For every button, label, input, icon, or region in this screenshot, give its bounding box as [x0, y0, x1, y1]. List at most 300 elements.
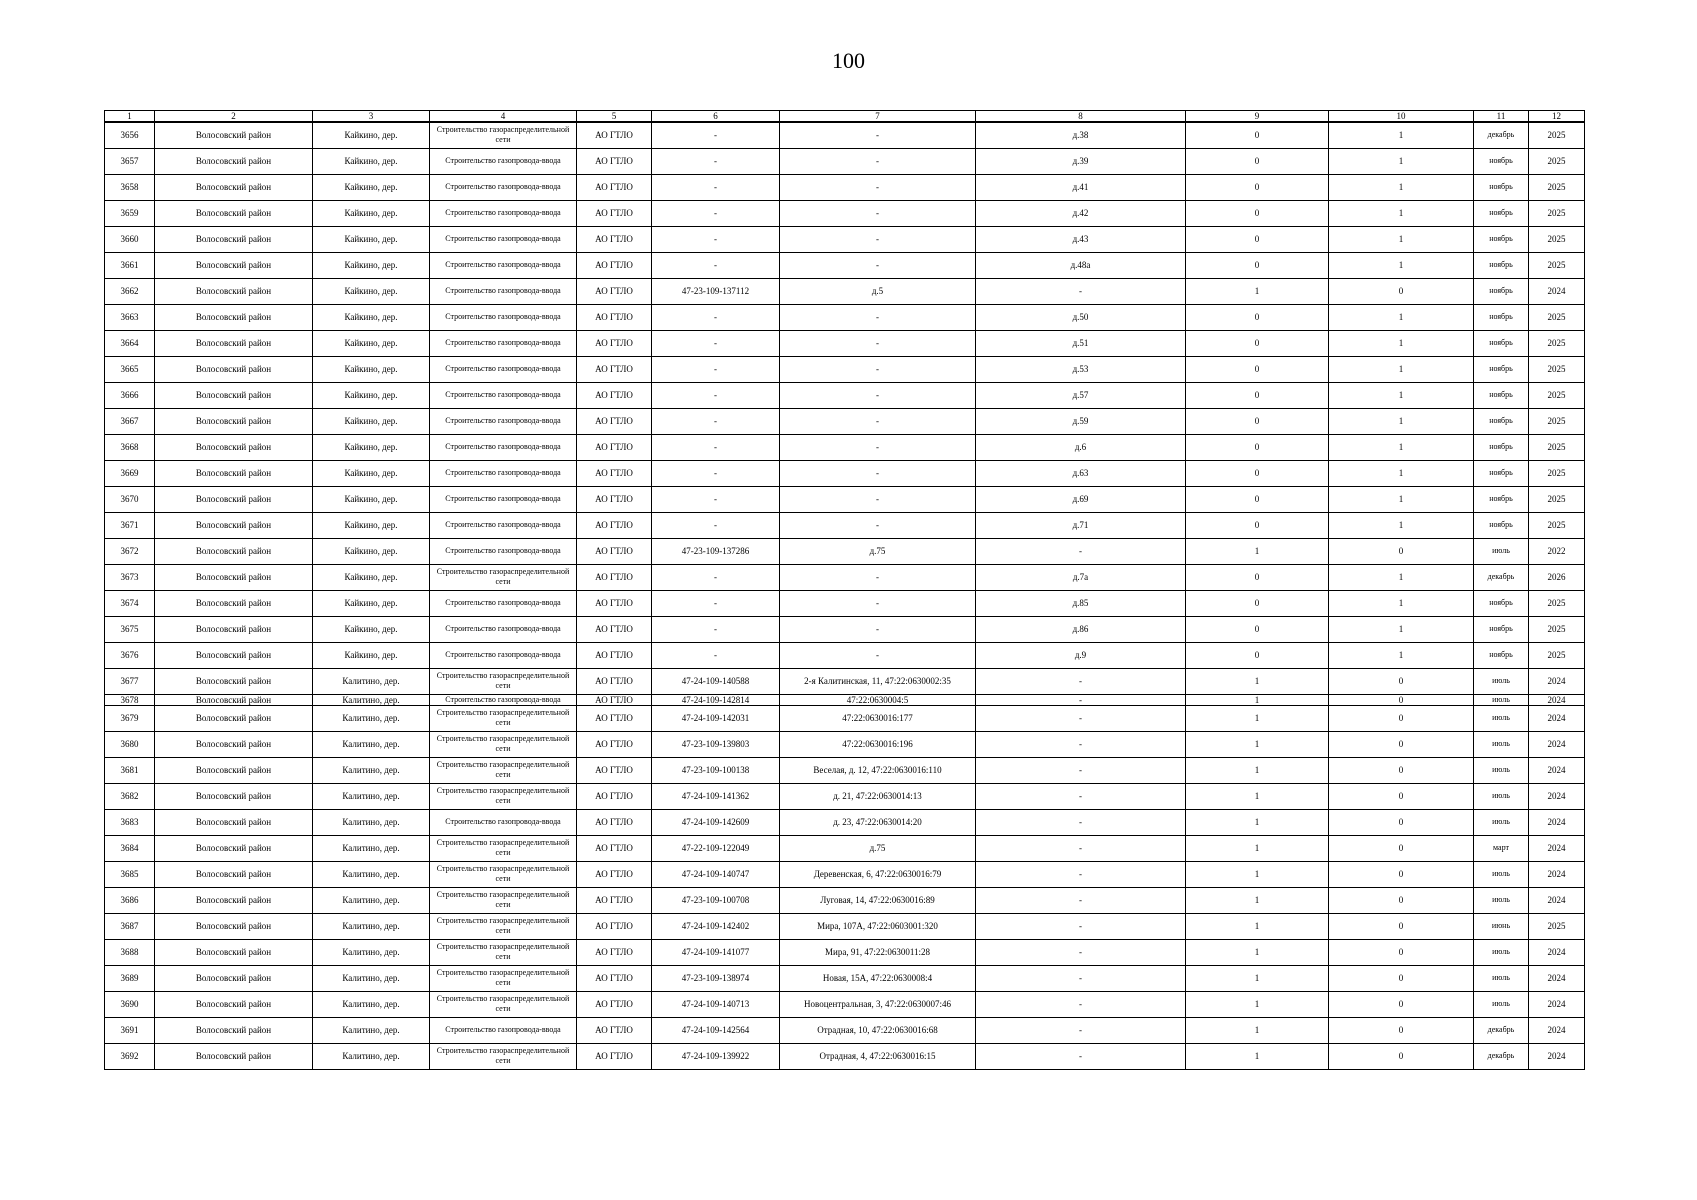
col-9-value-cell: 0 [1186, 382, 1329, 408]
col-10-value-cell: 1 [1329, 174, 1474, 200]
col-10-value-cell: 0 [1329, 694, 1474, 705]
table-row [105, 835, 1585, 861]
district-cell: Волосовский район [155, 861, 313, 887]
col-10-value-cell: 0 [1329, 809, 1474, 835]
col-9-value-cell: 0 [1186, 564, 1329, 590]
col-10-value-cell: 1 [1329, 616, 1474, 642]
work-type-cell: Строительство газораспределительной сети [430, 731, 577, 757]
organization-cell: АО ГТЛО [577, 278, 652, 304]
address-cell: 47:22:0630016:177 [780, 705, 976, 731]
application-number-cell: - [652, 252, 780, 278]
table-row [105, 382, 1585, 408]
address-cell: - [780, 174, 976, 200]
settlement-cell: Кайкино, дер. [313, 226, 430, 252]
house-cell: д.51 [976, 330, 1186, 356]
settlement-cell: Кайкино, дер. [313, 382, 430, 408]
address-cell: - [780, 512, 976, 538]
address-cell: - [780, 590, 976, 616]
district-cell: Волосовский район [155, 783, 313, 809]
application-number-cell: - [652, 330, 780, 356]
year-cell: 2024 [1529, 809, 1585, 835]
col-10-value-cell: 0 [1329, 861, 1474, 887]
col-10-value-cell: 1 [1329, 486, 1474, 512]
col-10-value-cell: 1 [1329, 642, 1474, 668]
col-10-value-cell: 0 [1329, 668, 1474, 694]
organization-cell: АО ГТЛО [577, 616, 652, 642]
table-row [105, 330, 1585, 356]
column-header-7: 7 [780, 111, 976, 123]
work-type-cell: Строительство газораспределительной сети [430, 668, 577, 694]
work-type-cell: Строительство газопровода-ввода [430, 694, 577, 705]
work-type-cell: Строительство газораспределительной сети [430, 913, 577, 939]
address-cell: 2-я Калитинская, 11, 47:22:0630002:35 [780, 668, 976, 694]
work-type-cell: Строительство газопровода-ввода [430, 278, 577, 304]
application-number-cell: 47-23-109-137286 [652, 538, 780, 564]
row-number-cell: 3687 [105, 913, 155, 939]
year-cell: 2025 [1529, 512, 1585, 538]
column-header-10: 10 [1329, 111, 1474, 123]
application-number-cell: - [652, 590, 780, 616]
col-9-value-cell: 0 [1186, 512, 1329, 538]
house-cell: - [976, 965, 1186, 991]
settlement-cell: Калитино, дер. [313, 939, 430, 965]
address-cell: - [780, 200, 976, 226]
settlement-cell: Кайкино, дер. [313, 460, 430, 486]
col-10-value-cell: 0 [1329, 705, 1474, 731]
month-cell: декабрь [1474, 122, 1529, 148]
table-row [105, 1017, 1585, 1043]
col-9-value-cell: 0 [1186, 356, 1329, 382]
col-9-value-cell: 1 [1186, 1043, 1329, 1069]
district-cell: Волосовский район [155, 486, 313, 512]
table-row [105, 1043, 1585, 1069]
table-row [105, 148, 1585, 174]
col-10-value-cell: 0 [1329, 757, 1474, 783]
year-cell: 2025 [1529, 356, 1585, 382]
col-9-value-cell: 1 [1186, 887, 1329, 913]
application-number-cell: - [652, 512, 780, 538]
house-cell: д.63 [976, 460, 1186, 486]
col-9-value-cell: 0 [1186, 252, 1329, 278]
house-cell: - [976, 861, 1186, 887]
work-type-cell: Строительство газопровода-ввода [430, 642, 577, 668]
month-cell: ноябрь [1474, 486, 1529, 512]
col-9-value-cell: 1 [1186, 668, 1329, 694]
address-cell: - [780, 408, 976, 434]
settlement-cell: Калитино, дер. [313, 705, 430, 731]
house-cell: д.48а [976, 252, 1186, 278]
col-10-value-cell: 0 [1329, 1017, 1474, 1043]
house-cell: д.57 [976, 382, 1186, 408]
year-cell: 2026 [1529, 564, 1585, 590]
table-row [105, 122, 1585, 148]
settlement-cell: Калитино, дер. [313, 991, 430, 1017]
year-cell: 2025 [1529, 226, 1585, 252]
table-header [105, 111, 1585, 123]
row-number-cell: 3671 [105, 512, 155, 538]
table-row [105, 226, 1585, 252]
house-cell: д.43 [976, 226, 1186, 252]
application-number-cell: 47-24-109-141077 [652, 939, 780, 965]
house-cell: д.85 [976, 590, 1186, 616]
house-cell: - [976, 694, 1186, 705]
col-9-value-cell: 0 [1186, 330, 1329, 356]
settlement-cell: Калитино, дер. [313, 1043, 430, 1069]
settlement-cell: Калитино, дер. [313, 731, 430, 757]
district-cell: Волосовский район [155, 356, 313, 382]
application-number-cell: 47-24-109-140713 [652, 991, 780, 1017]
settlement-cell: Кайкино, дер. [313, 564, 430, 590]
house-cell: д.50 [976, 304, 1186, 330]
col-9-value-cell: 0 [1186, 200, 1329, 226]
work-type-cell: Строительство газопровода-ввода [430, 408, 577, 434]
year-cell: 2024 [1529, 991, 1585, 1017]
settlement-cell: Калитино, дер. [313, 835, 430, 861]
work-type-cell: Строительство газораспределительной сети [430, 1043, 577, 1069]
month-cell: март [1474, 835, 1529, 861]
col-9-value-cell: 1 [1186, 705, 1329, 731]
month-cell: июль [1474, 809, 1529, 835]
application-number-cell: 47-23-109-139803 [652, 731, 780, 757]
col-10-value-cell: 1 [1329, 512, 1474, 538]
settlement-cell: Кайкино, дер. [313, 408, 430, 434]
district-cell: Волосовский район [155, 668, 313, 694]
work-type-cell: Строительство газораспределительной сети [430, 122, 577, 148]
organization-cell: АО ГТЛО [577, 226, 652, 252]
house-cell: д.59 [976, 408, 1186, 434]
district-cell: Волосовский район [155, 705, 313, 731]
column-header-9: 9 [1186, 111, 1329, 123]
organization-cell: АО ГТЛО [577, 460, 652, 486]
row-number-cell: 3672 [105, 538, 155, 564]
row-number-cell: 3674 [105, 590, 155, 616]
address-cell: - [780, 616, 976, 642]
month-cell: ноябрь [1474, 356, 1529, 382]
month-cell: ноябрь [1474, 226, 1529, 252]
organization-cell: АО ГТЛО [577, 694, 652, 705]
work-type-cell: Строительство газопровода-ввода [430, 382, 577, 408]
table-row [105, 304, 1585, 330]
col-9-value-cell: 0 [1186, 148, 1329, 174]
row-number-cell: 3692 [105, 1043, 155, 1069]
work-type-cell: Строительство газораспределительной сети [430, 939, 577, 965]
row-number-cell: 3676 [105, 642, 155, 668]
table-row [105, 783, 1585, 809]
col-10-value-cell: 1 [1329, 356, 1474, 382]
work-type-cell: Строительство газопровода-ввода [430, 538, 577, 564]
col-10-value-cell: 1 [1329, 564, 1474, 590]
year-cell: 2025 [1529, 174, 1585, 200]
district-cell: Волосовский район [155, 226, 313, 252]
organization-cell: АО ГТЛО [577, 356, 652, 382]
organization-cell: АО ГТЛО [577, 1017, 652, 1043]
settlement-cell: Калитино, дер. [313, 783, 430, 809]
col-9-value-cell: 1 [1186, 991, 1329, 1017]
month-cell: июль [1474, 965, 1529, 991]
month-cell: июль [1474, 705, 1529, 731]
address-cell: - [780, 486, 976, 512]
address-cell: - [780, 148, 976, 174]
col-9-value-cell: 0 [1186, 304, 1329, 330]
address-cell: Новая, 15А, 47:22:0630008:4 [780, 965, 976, 991]
year-cell: 2024 [1529, 783, 1585, 809]
settlement-cell: Калитино, дер. [313, 913, 430, 939]
year-cell: 2022 [1529, 538, 1585, 564]
month-cell: июль [1474, 731, 1529, 757]
month-cell: июль [1474, 757, 1529, 783]
month-cell: июль [1474, 783, 1529, 809]
organization-cell: АО ГТЛО [577, 486, 652, 512]
address-cell: - [780, 564, 976, 590]
row-number-cell: 3669 [105, 460, 155, 486]
row-number-cell: 3689 [105, 965, 155, 991]
application-number-cell: - [652, 200, 780, 226]
column-header-6: 6 [652, 111, 780, 123]
application-number-cell: 47-24-109-141362 [652, 783, 780, 809]
row-number-cell: 3658 [105, 174, 155, 200]
district-cell: Волосовский район [155, 757, 313, 783]
district-cell: Волосовский район [155, 564, 313, 590]
house-cell: д.38 [976, 122, 1186, 148]
work-type-cell: Строительство газораспределительной сети [430, 887, 577, 913]
year-cell: 2024 [1529, 731, 1585, 757]
column-header-3: 3 [313, 111, 430, 123]
organization-cell: АО ГТЛО [577, 757, 652, 783]
col-9-value-cell: 0 [1186, 460, 1329, 486]
col-10-value-cell: 0 [1329, 538, 1474, 564]
organization-cell: АО ГТЛО [577, 304, 652, 330]
application-number-cell: 47-24-109-139922 [652, 1043, 780, 1069]
col-10-value-cell: 1 [1329, 226, 1474, 252]
col-9-value-cell: 1 [1186, 835, 1329, 861]
table-body [105, 122, 1585, 1069]
application-number-cell: 47-23-109-137112 [652, 278, 780, 304]
month-cell: ноябрь [1474, 252, 1529, 278]
year-cell: 2024 [1529, 887, 1585, 913]
house-cell: - [976, 1017, 1186, 1043]
settlement-cell: Кайкино, дер. [313, 590, 430, 616]
row-number-cell: 3659 [105, 200, 155, 226]
row-number-cell: 3660 [105, 226, 155, 252]
settlement-cell: Кайкино, дер. [313, 200, 430, 226]
work-type-cell: Строительство газопровода-ввода [430, 616, 577, 642]
month-cell: ноябрь [1474, 642, 1529, 668]
house-cell: д.39 [976, 148, 1186, 174]
year-cell: 2025 [1529, 616, 1585, 642]
application-number-cell: - [652, 226, 780, 252]
year-cell: 2025 [1529, 486, 1585, 512]
settlement-cell: Кайкино, дер. [313, 616, 430, 642]
year-cell: 2025 [1529, 252, 1585, 278]
settlement-cell: Калитино, дер. [313, 1017, 430, 1043]
district-cell: Волосовский район [155, 590, 313, 616]
month-cell: ноябрь [1474, 304, 1529, 330]
table-row [105, 642, 1585, 668]
table-row [105, 512, 1585, 538]
house-cell: - [976, 705, 1186, 731]
row-number-cell: 3662 [105, 278, 155, 304]
month-cell: ноябрь [1474, 616, 1529, 642]
district-cell: Волосовский район [155, 1043, 313, 1069]
organization-cell: АО ГТЛО [577, 590, 652, 616]
settlement-cell: Калитино, дер. [313, 965, 430, 991]
year-cell: 2025 [1529, 330, 1585, 356]
application-number-cell: - [652, 382, 780, 408]
col-9-value-cell: 0 [1186, 174, 1329, 200]
col-10-value-cell: 1 [1329, 460, 1474, 486]
year-cell: 2025 [1529, 913, 1585, 939]
month-cell: декабрь [1474, 564, 1529, 590]
table-row [105, 538, 1585, 564]
organization-cell: АО ГТЛО [577, 564, 652, 590]
col-10-value-cell: 1 [1329, 122, 1474, 148]
page-number: 100 [832, 48, 865, 73]
district-cell: Волосовский район [155, 913, 313, 939]
table-row [105, 616, 1585, 642]
table-row [105, 356, 1585, 382]
district-cell: Волосовский район [155, 694, 313, 705]
month-cell: июль [1474, 861, 1529, 887]
year-cell: 2025 [1529, 200, 1585, 226]
address-cell: Отрадная, 4, 47:22:0630016:15 [780, 1043, 976, 1069]
settlement-cell: Кайкино, дер. [313, 512, 430, 538]
year-cell: 2025 [1529, 122, 1585, 148]
year-cell: 2025 [1529, 590, 1585, 616]
settlement-cell: Кайкино, дер. [313, 122, 430, 148]
house-cell: - [976, 538, 1186, 564]
settlement-cell: Кайкино, дер. [313, 330, 430, 356]
col-9-value-cell: 1 [1186, 1017, 1329, 1043]
row-number-cell: 3673 [105, 564, 155, 590]
address-cell: Новоцентральная, 3, 47:22:0630007:46 [780, 991, 976, 1017]
house-cell: д.71 [976, 512, 1186, 538]
address-cell: - [780, 434, 976, 460]
year-cell: 2024 [1529, 278, 1585, 304]
settlement-cell: Калитино, дер. [313, 809, 430, 835]
address-cell: Отрадная, 10, 47:22:0630016:68 [780, 1017, 976, 1043]
row-number-cell: 3664 [105, 330, 155, 356]
application-number-cell: 47-24-109-142814 [652, 694, 780, 705]
application-number-cell: 47-24-109-140747 [652, 861, 780, 887]
address-cell: д.5 [780, 278, 976, 304]
settlement-cell: Калитино, дер. [313, 694, 430, 705]
application-number-cell: - [652, 356, 780, 382]
row-number-cell: 3657 [105, 148, 155, 174]
column-header-8: 8 [976, 111, 1186, 123]
month-cell: ноябрь [1474, 590, 1529, 616]
year-cell: 2025 [1529, 408, 1585, 434]
year-cell: 2024 [1529, 1017, 1585, 1043]
district-cell: Волосовский район [155, 939, 313, 965]
row-number-cell: 3683 [105, 809, 155, 835]
col-9-value-cell: 0 [1186, 616, 1329, 642]
settlement-cell: Калитино, дер. [313, 668, 430, 694]
table-row [105, 460, 1585, 486]
organization-cell: АО ГТЛО [577, 330, 652, 356]
year-cell: 2025 [1529, 434, 1585, 460]
organization-cell: АО ГТЛО [577, 642, 652, 668]
year-cell: 2024 [1529, 965, 1585, 991]
district-cell: Волосовский район [155, 1017, 313, 1043]
organization-cell: АО ГТЛО [577, 668, 652, 694]
work-type-cell: Строительство газопровода-ввода [430, 304, 577, 330]
application-number-cell: 47-24-109-140588 [652, 668, 780, 694]
year-cell: 2024 [1529, 694, 1585, 705]
table-row [105, 278, 1585, 304]
application-number-cell: 47-23-109-138974 [652, 965, 780, 991]
table-row [105, 887, 1585, 913]
application-number-cell: - [652, 564, 780, 590]
organization-cell: АО ГТЛО [577, 382, 652, 408]
settlement-cell: Калитино, дер. [313, 757, 430, 783]
year-cell: 2025 [1529, 148, 1585, 174]
work-type-cell: Строительство газораспределительной сети [430, 564, 577, 590]
col-10-value-cell: 0 [1329, 835, 1474, 861]
application-number-cell: 47-23-109-100708 [652, 887, 780, 913]
month-cell: июль [1474, 694, 1529, 705]
row-number-cell: 3675 [105, 616, 155, 642]
address-cell: - [780, 330, 976, 356]
district-cell: Волосовский район [155, 304, 313, 330]
house-cell: - [976, 278, 1186, 304]
col-10-value-cell: 1 [1329, 148, 1474, 174]
year-cell: 2024 [1529, 861, 1585, 887]
year-cell: 2024 [1529, 939, 1585, 965]
row-number-cell: 3656 [105, 122, 155, 148]
month-cell: ноябрь [1474, 330, 1529, 356]
table-row [105, 408, 1585, 434]
work-type-cell: Строительство газораспределительной сети [430, 861, 577, 887]
month-cell: июль [1474, 939, 1529, 965]
district-cell: Волосовский район [155, 538, 313, 564]
row-number-cell: 3667 [105, 408, 155, 434]
work-type-cell: Строительство газораспределительной сети [430, 757, 577, 783]
district-cell: Волосовский район [155, 887, 313, 913]
work-type-cell: Строительство газопровода-ввода [430, 590, 577, 616]
col-10-value-cell: 1 [1329, 382, 1474, 408]
address-cell: Мира, 107А, 47:22:0603001:320 [780, 913, 976, 939]
district-cell: Волосовский район [155, 200, 313, 226]
house-cell: - [976, 809, 1186, 835]
month-cell: ноябрь [1474, 434, 1529, 460]
column-header-12: 12 [1529, 111, 1585, 123]
col-10-value-cell: 1 [1329, 200, 1474, 226]
column-header-11: 11 [1474, 111, 1529, 123]
row-number-cell: 3682 [105, 783, 155, 809]
month-cell: ноябрь [1474, 512, 1529, 538]
column-header-5: 5 [577, 111, 652, 123]
address-cell: - [780, 252, 976, 278]
year-cell: 2024 [1529, 835, 1585, 861]
settlement-cell: Калитино, дер. [313, 887, 430, 913]
work-type-cell: Строительство газопровода-ввода [430, 148, 577, 174]
row-number-cell: 3690 [105, 991, 155, 1017]
work-type-cell: Строительство газопровода-ввода [430, 486, 577, 512]
work-type-cell: Строительство газораспределительной сети [430, 705, 577, 731]
year-cell: 2025 [1529, 460, 1585, 486]
table-row [105, 590, 1585, 616]
settlement-cell: Кайкино, дер. [313, 642, 430, 668]
address-cell: д. 23, 47:22:0630014:20 [780, 809, 976, 835]
col-9-value-cell: 1 [1186, 809, 1329, 835]
col-10-value-cell: 0 [1329, 991, 1474, 1017]
work-type-cell: Строительство газопровода-ввода [430, 226, 577, 252]
col-10-value-cell: 1 [1329, 434, 1474, 460]
table-row [105, 861, 1585, 887]
house-cell: д.7а [976, 564, 1186, 590]
application-number-cell: - [652, 148, 780, 174]
work-type-cell: Строительство газораспределительной сети [430, 991, 577, 1017]
